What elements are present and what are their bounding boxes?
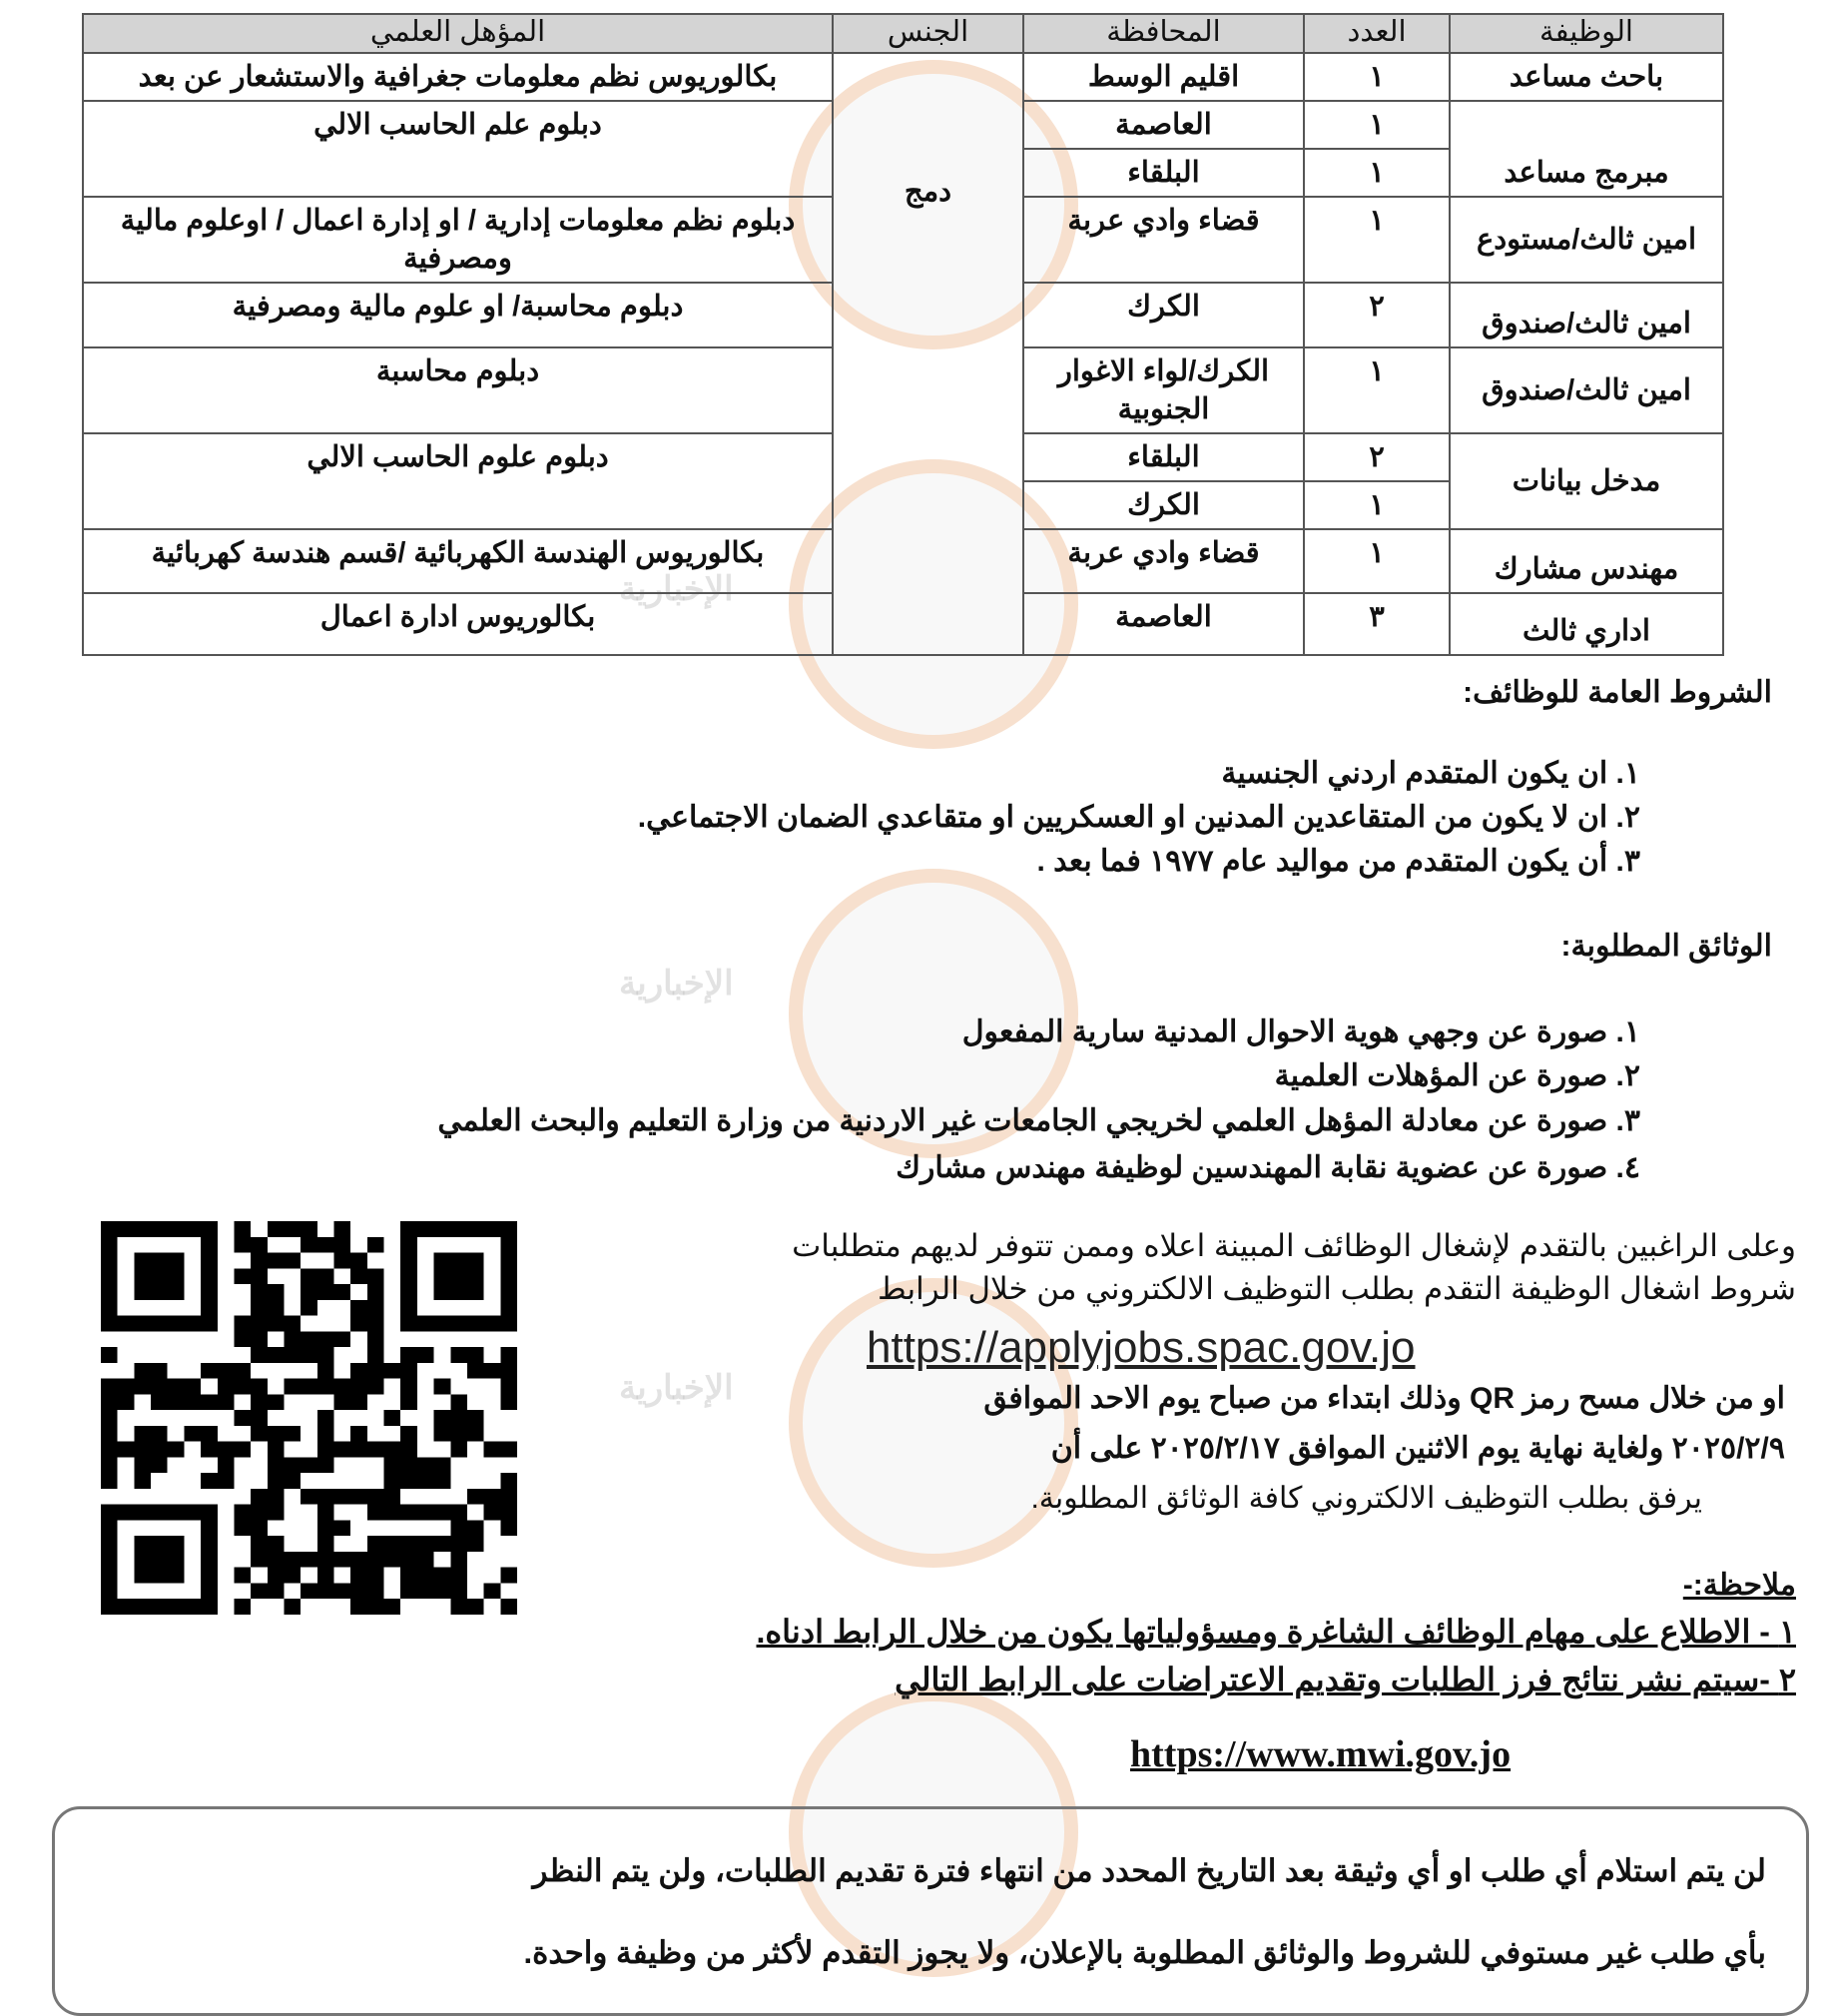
- count-cell: ١: [1304, 347, 1450, 433]
- notice-box: [52, 1806, 1809, 2016]
- gender-cell: [833, 53, 1023, 655]
- note-item: ٢ -سيتم نشر نتائج فرز الطلبات وتقديم الاعتراضات على الرابط التالي: [895, 1662, 1796, 1697]
- count-cell: ٣: [1304, 593, 1450, 655]
- table-header: [83, 14, 1723, 53]
- gov-cell: اقليم الوسط: [1023, 53, 1304, 101]
- condition-item: ٢. ان لا يكون من المتقاعدين المدنين او العسكريين او متقاعدي الضمان الاجتماعي.: [637, 801, 1640, 834]
- gov-cell: العاصمة: [1023, 593, 1304, 655]
- watermark-clock: [789, 1278, 1078, 1568]
- count-cell: ١: [1304, 53, 1450, 101]
- job-cell: مهندس مشارك: [1450, 529, 1723, 593]
- gov-cell: البلقاء: [1023, 149, 1304, 197]
- count-cell: ١: [1304, 197, 1450, 283]
- condition-item: ١. ان يكون المتقدم اردني الجنسية: [1221, 757, 1640, 790]
- job-cell: مدخل بيانات: [1450, 433, 1723, 529]
- job-cell: امين ثالث/مستودع: [1450, 197, 1723, 283]
- qual-cell: دبلوم محاسبة/ او علوم مالية ومصرفية: [83, 283, 833, 347]
- watermark-text: الإخبارية: [619, 965, 734, 1003]
- qual-cell: دبلوم علوم الحاسب الالي: [83, 433, 833, 529]
- documents-title: الوثائق المطلوبة:: [1560, 930, 1772, 963]
- qual-cell: بكالوريوس الهندسة الكهربائية /قسم هندسة كهربائية: [83, 529, 833, 593]
- document-item: ١. صورة عن وجهي هوية الاحوال المدنية سارية المفعول: [961, 1015, 1640, 1048]
- gender-text: دمج: [904, 175, 952, 208]
- col-count: العدد: [1304, 14, 1450, 53]
- watermark-text: الإخبارية: [619, 1369, 734, 1407]
- notice-line: بأي طلب غير مستوفي للشروط والوثائق المطلوبة بالإعلان، ولا يجوز التقدم لأكثر من وظيفة واحدة.: [523, 1935, 1766, 1970]
- qual-cell: دبلوم نظم معلومات إدارية / او إدارة اعمال / اوعلوم مالية ومصرفية: [83, 197, 833, 283]
- gov-cell: قضاء وادي عربة: [1023, 197, 1304, 283]
- qual-cell: بكالوريوس ادارة اعمال: [83, 593, 833, 655]
- condition-item: ٣. أن يكون المتقدم من مواليد عام ١٩٧٧ فما بعد .: [1036, 845, 1640, 878]
- gov-cell: الكرك/لواء الاغوار الجنوبية: [1023, 347, 1304, 433]
- job-cell: امين ثالث/صندوق: [1450, 283, 1723, 347]
- apply-line: او من خلال مسح رمز QR وذلك ابتداء من صباح يوم الاحد الموافق: [983, 1382, 1785, 1415]
- watermark-text: الإخبارية: [619, 570, 734, 608]
- notice-line: لن يتم استلام أي طلب او أي وثيقة بعد التاريخ المحدد من انتهاء فترة تقديم الطلبات، ولن يتم النظر: [532, 1853, 1766, 1888]
- job-cell: باحث مساعد: [1450, 53, 1723, 101]
- gov-cell: الكرك: [1023, 481, 1304, 529]
- mwi-link[interactable]: https://www.mwi.gov.jo: [1130, 1733, 1512, 1775]
- qr-code[interactable]: [101, 1221, 517, 1615]
- apply-link[interactable]: https://applyjobs.spac.gov.jo: [867, 1323, 1416, 1372]
- qual-cell: دبلوم علم الحاسب الالي: [83, 101, 833, 197]
- document-item: ٣. صورة عن معادلة المؤهل العلمي لخريجي الجامعات غير الاردنية من وزارة التعليم والبحث العلمي: [437, 1104, 1640, 1137]
- qual-cell: دبلوم محاسبة: [83, 347, 833, 433]
- count-cell: ١: [1304, 529, 1450, 593]
- gov-cell: قضاء وادي عربة: [1023, 529, 1304, 593]
- notes-title: ملاحظة:-: [1682, 1569, 1796, 1602]
- count-cell: ١: [1304, 149, 1450, 197]
- col-governorate: المحافظة: [1023, 14, 1304, 53]
- gov-cell: البلقاء: [1023, 433, 1304, 481]
- col-gender: الجنس: [833, 14, 1023, 53]
- count-cell: ٢: [1304, 283, 1450, 347]
- qual-cell: بكالوريوس نظم معلومات جغرافية والاستشعار عن بعد: [83, 53, 833, 101]
- col-job: الوظيفة: [1450, 14, 1723, 53]
- apply-line: وعلى الراغبين بالتقدم لإشغال الوظائف المبينة اعلاه وممن تتوفر لديهم متطلبات: [792, 1228, 1796, 1263]
- table-row: [83, 53, 1723, 101]
- note-item: ١ - الاطلاع على مهام الوظائف الشاغرة ومسؤولياتها يكون من خلال الرابط ادناه.: [756, 1614, 1796, 1650]
- job-cell: مبرمج مساعد: [1450, 101, 1723, 197]
- gov-cell: العاصمة: [1023, 101, 1304, 149]
- gov-cell: الكرك: [1023, 283, 1304, 347]
- count-cell: ٢: [1304, 433, 1450, 481]
- count-cell: ١: [1304, 101, 1450, 149]
- apply-line: ٢٠٢٥/٢/٩ ولغاية نهاية يوم الاثنين الموافق ٢٠٢٥/٢/١٧ على أن: [1050, 1432, 1785, 1465]
- count-cell: ١: [1304, 481, 1450, 529]
- apply-line: شروط اشغال الوظيفة التقدم بطلب التوظيف الالكتروني من خلال الرابط: [878, 1271, 1796, 1306]
- apply-line: يرفق بطلب التوظيف الالكتروني كافة الوثائق المطلوبة.: [1030, 1482, 1702, 1515]
- jobs-table: [82, 13, 1724, 656]
- col-qualification: المؤهل العلمي: [83, 14, 833, 53]
- conditions-title: الشروط العامة للوظائف:: [1463, 676, 1772, 709]
- document-item: ٤. صورة عن عضوية نقابة المهندسين لوظيفة مهندس مشارك: [896, 1151, 1640, 1184]
- job-cell: امين ثالث/صندوق: [1450, 347, 1723, 433]
- document-item: ٢. صورة عن المؤهلات العلمية: [1274, 1059, 1640, 1092]
- job-cell: اداري ثالث: [1450, 593, 1723, 655]
